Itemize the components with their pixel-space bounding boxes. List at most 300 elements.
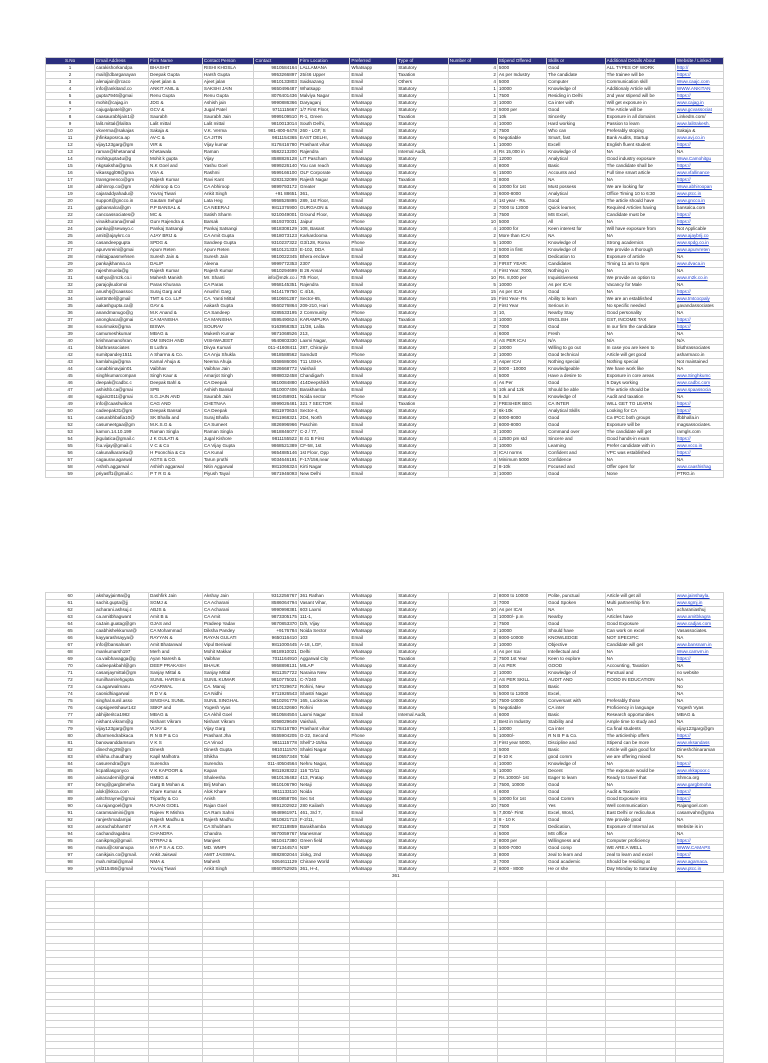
table-cell[interactable]: 2	[448, 782, 497, 789]
table-cell[interactable]: Statutory	[397, 471, 449, 478]
empty-cell[interactable]	[298, 895, 350, 902]
empty-cell[interactable]	[675, 993, 723, 1000]
table-cell[interactable]: Bank Audits, Startup	[605, 135, 675, 142]
table-cell[interactable]: bansalca.com	[675, 205, 723, 212]
table-cell[interactable]: Taxation	[397, 72, 449, 79]
table-cell[interactable]: 7000 to 12000	[497, 205, 546, 212]
table-cell[interactable]: Statutory	[397, 677, 449, 684]
empty-cell[interactable]	[350, 881, 397, 888]
table-cell[interactable]: 2nd year stipend will be	[605, 93, 675, 100]
empty-cell[interactable]	[675, 1021, 723, 1028]
table-cell[interactable]: 9871068526	[254, 331, 298, 338]
table-cell[interactable]: Yogesh Vyas	[202, 705, 254, 712]
empty-cell[interactable]	[675, 902, 723, 909]
table-cell[interactable]: Nearby Stay	[547, 310, 606, 317]
table-cell[interactable]: Fresh	[547, 331, 606, 338]
table-cell[interactable]: 13	[46, 149, 95, 156]
table-cell[interactable]: Vasassociates.	[675, 628, 723, 635]
table-cell[interactable]: 9810132660	[254, 705, 298, 712]
table-cell[interactable]: 9163958353	[254, 324, 298, 331]
table-cell[interactable]: 2	[448, 352, 497, 359]
table-cell[interactable]: 9264611129	[254, 859, 298, 866]
table-cell[interactable]: https://	[675, 93, 723, 100]
empty-cell[interactable]	[149, 1014, 203, 1021]
table-cell[interactable]: ca.vaibhavagga@g	[95, 656, 149, 663]
table-cell[interactable]: Surendra	[202, 761, 254, 768]
table-cell[interactable]: NA	[605, 607, 675, 614]
table-cell[interactable]: P T R G &	[149, 471, 203, 478]
table-cell[interactable]: Good industry exposure	[605, 156, 675, 163]
table-cell[interactable]: 9810133803	[254, 79, 298, 86]
table-cell[interactable]: 1	[448, 726, 497, 733]
table-cell[interactable]: NA	[605, 457, 675, 464]
table-cell[interactable]: caasaurabhjain1@	[95, 114, 149, 121]
table-cell[interactable]: NA	[675, 754, 723, 761]
table-cell[interactable]: https://	[675, 408, 723, 415]
table-cell[interactable]: gupta7946@gmai	[95, 93, 149, 100]
table-cell[interactable]: NA	[675, 719, 723, 726]
column-header[interactable]: Firm Location	[298, 58, 350, 65]
empty-cell[interactable]	[448, 958, 497, 965]
table-cell[interactable]: https://	[675, 796, 723, 803]
table-cell[interactable]: Preferably stoping	[605, 128, 675, 135]
table-cell[interactable]: Whatsapp	[350, 796, 397, 803]
table-cell[interactable]: Lalit mittal	[149, 121, 203, 128]
table-cell[interactable]: CA Akhil Goel	[202, 712, 254, 719]
empty-cell[interactable]	[298, 1056, 350, 1063]
table-cell[interactable]: Taxation	[397, 177, 449, 184]
table-cell[interactable]: https://	[675, 72, 723, 79]
table-cell[interactable]: https://	[675, 401, 723, 408]
empty-cell[interactable]	[46, 895, 95, 902]
empty-cell[interactable]	[46, 986, 95, 993]
table-cell[interactable]: Ajeet jalan	[202, 79, 254, 86]
table-cell[interactable]: Whatsapp	[350, 100, 397, 107]
table-cell[interactable]: F-2/11,	[298, 817, 350, 824]
table-cell[interactable]: NA	[605, 331, 675, 338]
empty-cell[interactable]	[605, 1021, 675, 1028]
empty-cell[interactable]	[605, 951, 675, 958]
empty-cell[interactable]	[448, 993, 497, 1000]
table-cell[interactable]: Statutory	[397, 345, 449, 352]
table-cell[interactable]: 9210049001	[254, 212, 298, 219]
table-cell[interactable]: Statutory	[397, 212, 449, 219]
empty-cell[interactable]	[95, 902, 149, 909]
empty-cell[interactable]	[605, 944, 675, 951]
empty-cell[interactable]	[350, 888, 397, 895]
table-cell[interactable]: Statutory	[397, 817, 449, 824]
table-cell[interactable]: ysl315456@gmail	[95, 866, 149, 873]
empty-cell[interactable]	[397, 958, 449, 965]
table-cell[interactable]: Whatsapp	[350, 866, 397, 873]
table-cell[interactable]: alenajain@rcaco	[95, 79, 149, 86]
empty-cell[interactable]	[448, 881, 497, 888]
table-cell[interactable]: Good hands-in exam	[605, 436, 675, 443]
table-cell[interactable]: https://	[675, 733, 723, 740]
table-cell[interactable]: Internal Audit,	[397, 149, 449, 156]
table-cell[interactable]: CA Nidhi	[202, 691, 254, 698]
table-cell[interactable]: Good	[547, 289, 606, 296]
table-cell[interactable]: VSA &	[149, 170, 203, 177]
table-cell[interactable]: Whatsapp	[350, 205, 397, 212]
table-cell[interactable]: Mohit Makkar	[202, 649, 254, 656]
table-cell[interactable]: 10000	[497, 100, 546, 107]
empty-cell[interactable]	[675, 972, 723, 979]
table-cell[interactable]: Dedication,	[547, 824, 606, 831]
table-cell[interactable]: Garg B Mohan &	[149, 782, 203, 789]
table-cell[interactable]: Whatsapp	[350, 191, 397, 198]
table-cell[interactable]: 77	[46, 712, 95, 719]
table-cell[interactable]: NA	[605, 219, 675, 226]
table-cell[interactable]: F-17/156,near	[298, 457, 350, 464]
table-cell[interactable]: The exposure would be	[605, 768, 675, 775]
table-cell[interactable]: Laxmi Nagar	[298, 712, 350, 719]
table-cell[interactable]: AUDIT AND	[547, 677, 606, 684]
table-cell[interactable]: Www.abhiroopan	[675, 184, 723, 191]
empty-cell[interactable]	[202, 1021, 254, 1028]
table-cell[interactable]: 10000 for	[497, 226, 546, 233]
table-cell[interactable]: Exposure in core areas	[605, 373, 675, 380]
table-cell[interactable]: WWW.ANKITAN	[675, 86, 723, 93]
table-cell[interactable]: P.P BANSAL &	[149, 205, 203, 212]
table-cell[interactable]: NA	[675, 254, 723, 261]
table-cell[interactable]: 10000	[497, 761, 546, 768]
table-cell[interactable]: 74	[46, 691, 95, 698]
table-cell[interactable]: Statutory	[397, 464, 449, 471]
empty-cell[interactable]	[547, 937, 606, 944]
table-cell[interactable]: Shakti Nagar	[298, 747, 350, 754]
table-cell[interactable]: https://	[675, 436, 723, 443]
table-cell[interactable]: gpbansalca@gm	[95, 205, 149, 212]
table-cell[interactable]: 48	[46, 394, 95, 401]
table-cell[interactable]: pankajkhanna.ca	[95, 261, 149, 268]
empty-cell[interactable]	[448, 895, 497, 902]
table-cell[interactable]: 4	[448, 436, 497, 443]
empty-cell[interactable]	[605, 986, 675, 993]
table-cell[interactable]: Well communication	[605, 803, 675, 810]
table-cell[interactable]: https://	[675, 324, 723, 331]
table-cell[interactable]: Article will gain good for	[605, 747, 675, 754]
table-cell[interactable]: 97	[46, 852, 95, 859]
empty-cell[interactable]	[448, 888, 497, 895]
table-cell[interactable]: Lata Heg	[202, 198, 254, 205]
table-cell[interactable]: Email	[350, 282, 397, 289]
table-cell[interactable]: cancoassociates@	[95, 212, 149, 219]
empty-cell[interactable]	[202, 923, 254, 930]
table-cell[interactable]: 7500	[497, 803, 546, 810]
table-cell[interactable]: 2	[448, 719, 497, 726]
table-cell[interactable]: SBKP and	[149, 705, 203, 712]
empty-cell[interactable]	[448, 916, 497, 923]
empty-cell[interactable]	[95, 909, 149, 916]
table-cell[interactable]: 8-10 K	[497, 754, 546, 761]
empty-cell[interactable]	[95, 1056, 149, 1063]
table-cell[interactable]: Looking for CA	[605, 408, 675, 415]
table-cell[interactable]: nkgsaksha@gma	[95, 163, 149, 170]
table-cell[interactable]: 4	[448, 163, 497, 170]
table-cell[interactable]: Rajangoel.com	[675, 803, 723, 810]
table-cell[interactable]: sunilhamirehgupta	[95, 677, 149, 684]
table-cell[interactable]: no website	[675, 670, 723, 677]
table-cell[interactable]: NA	[675, 394, 723, 401]
empty-cell[interactable]	[448, 1014, 497, 1021]
table-cell[interactable]: 9910858706	[254, 796, 298, 803]
table-cell[interactable]: ainacademi@gmai	[95, 775, 149, 782]
table-cell[interactable]: www.cadbc.com	[675, 380, 723, 387]
table-cell[interactable]: Whatsapp	[350, 212, 397, 219]
table-cell[interactable]: 8999026481	[254, 401, 298, 408]
table-cell[interactable]: 25/46 Upper	[298, 72, 350, 79]
table-cell[interactable]: AJAY BRIJ &	[149, 233, 203, 240]
table-cell[interactable]: 2	[448, 464, 497, 471]
table-cell[interactable]: 90	[46, 803, 95, 810]
table-cell[interactable]: Good Exposure	[605, 621, 675, 628]
table-cell[interactable]: Rajendra	[298, 282, 350, 289]
empty-cell[interactable]	[397, 1042, 449, 1049]
table-cell[interactable]: 9818910021	[254, 649, 298, 656]
table-cell[interactable]: 361 Rathan	[298, 593, 350, 600]
table-cell[interactable]: AGTS & CO.	[149, 457, 203, 464]
table-cell[interactable]: 4	[448, 79, 497, 86]
empty-cell[interactable]	[350, 965, 397, 972]
table-cell[interactable]: Whatsapp	[350, 156, 397, 163]
table-cell[interactable]: C 4/16,	[298, 289, 350, 296]
table-cell[interactable]: cadeepakbahl@gm	[95, 663, 149, 670]
table-cell[interactable]: As per Industry	[497, 72, 546, 79]
table-cell[interactable]: Whatsapp	[350, 317, 397, 324]
table-cell[interactable]: ALL TYPES OF WORK	[605, 65, 675, 72]
table-cell[interactable]: https://	[675, 219, 723, 226]
table-cell[interactable]: 1lokg, 2nd	[298, 852, 350, 859]
table-cell[interactable]: Saurabh Jain	[202, 114, 254, 121]
table-cell[interactable]: NA	[547, 233, 606, 240]
empty-cell[interactable]	[254, 993, 298, 1000]
table-cell[interactable]: Statutory	[397, 733, 449, 740]
table-cell[interactable]: Saurabh	[149, 114, 203, 121]
table-cell[interactable]: V K S	[149, 740, 203, 747]
table-cell[interactable]: Amarjot Singh	[202, 373, 254, 380]
table-cell[interactable]: NA	[605, 268, 675, 275]
table-cell[interactable]: Conversant with	[547, 698, 606, 705]
empty-cell[interactable]	[46, 979, 95, 986]
table-cell[interactable]: CA Sandeep	[202, 310, 254, 317]
table-cell[interactable]: 260 - LGF, S	[298, 128, 350, 135]
table-cell[interactable]: CA Amit Gupta	[202, 233, 254, 240]
empty-cell[interactable]	[46, 965, 95, 972]
table-cell[interactable]: www.vkkapoor.c	[675, 768, 723, 775]
empty-cell[interactable]	[547, 951, 606, 958]
empty-cell[interactable]	[605, 972, 675, 979]
table-cell[interactable]: 3	[448, 310, 497, 317]
table-cell[interactable]: Piyush Tayal	[202, 471, 254, 478]
empty-cell[interactable]	[46, 937, 95, 944]
table-cell[interactable]: Email	[350, 712, 397, 719]
table-cell[interactable]: mkitajpaasmehsen	[95, 254, 149, 261]
empty-cell[interactable]	[46, 930, 95, 937]
table-cell[interactable]: GAV &	[149, 303, 203, 310]
table-cell[interactable]: Whatsapp	[350, 747, 397, 754]
table-cell[interactable]: cakunalkaranka@	[95, 450, 149, 457]
table-cell[interactable]: Statutory	[397, 719, 449, 726]
table-cell[interactable]: Additionaly Article will	[605, 86, 675, 93]
table-cell[interactable]: www.gncco.in	[675, 198, 723, 205]
table-cell[interactable]: 45	[46, 373, 95, 380]
table-cell[interactable]: 2	[448, 677, 497, 684]
table-cell[interactable]: Statutory	[397, 436, 449, 443]
empty-cell[interactable]	[547, 1021, 606, 1028]
column-header[interactable]: Stipend Offered	[497, 58, 546, 65]
table-cell[interactable]: www.gargbmoha	[675, 782, 723, 789]
table-cell[interactable]: 38	[46, 324, 95, 331]
table-cell[interactable]: 2	[448, 824, 497, 831]
table-cell[interactable]: First Year- Rs	[497, 296, 546, 303]
table-cell[interactable]: Article will get all	[605, 593, 675, 600]
table-cell[interactable]: NA	[675, 663, 723, 670]
table-cell[interactable]: Email	[350, 429, 397, 436]
table-cell[interactable]: Who can	[547, 128, 606, 135]
empty-cell[interactable]	[298, 958, 350, 965]
table-cell[interactable]: Statutory	[397, 621, 449, 628]
table-cell[interactable]: 9810136482	[254, 775, 298, 782]
table-cell[interactable]: Exposure of article	[605, 254, 675, 261]
table-cell[interactable]: 9811115778	[254, 740, 298, 747]
table-cell[interactable]: Statutory	[397, 628, 449, 635]
table-cell[interactable]: Statutory	[397, 845, 449, 852]
table-cell[interactable]: 10,	[497, 310, 546, 317]
table-cell[interactable]: 31	[46, 275, 95, 282]
table-cell[interactable]: English fluent student	[605, 142, 675, 149]
table-cell[interactable]: Full time smart article	[605, 170, 675, 177]
table-cell[interactable]: Whatsapp	[350, 691, 397, 698]
table-cell[interactable]: Kapil Malhotra	[149, 754, 203, 761]
table-cell[interactable]: Ready to travel that	[605, 775, 675, 782]
table-cell[interactable]: Jaipur	[298, 219, 350, 226]
table-cell[interactable]: Ankit Singh	[202, 191, 254, 198]
table-cell[interactable]: 10	[46, 128, 95, 135]
table-cell[interactable]: 4	[448, 789, 497, 796]
empty-cell[interactable]	[202, 1042, 254, 1049]
table-cell[interactable]: 6000	[497, 789, 546, 796]
table-cell[interactable]: gavandassociates	[675, 303, 723, 310]
empty-cell[interactable]	[448, 1042, 497, 1049]
empty-cell[interactable]	[397, 909, 449, 916]
empty-cell[interactable]	[95, 930, 149, 937]
table-cell[interactable]: 10000	[497, 726, 546, 733]
table-cell[interactable]: 79	[46, 726, 95, 733]
table-cell[interactable]: 5000-7000	[497, 845, 546, 852]
empty-cell[interactable]	[298, 1007, 350, 1014]
table-cell[interactable]: LIT Pascham	[298, 156, 350, 163]
table-cell[interactable]: Negotiable	[497, 135, 546, 142]
table-cell[interactable]: Whatsapp	[350, 296, 397, 303]
table-cell[interactable]: Yogesh Vyas	[675, 705, 723, 712]
table-cell[interactable]: Email	[350, 247, 397, 254]
table-cell[interactable]: Discipline and	[547, 740, 606, 747]
table-cell[interactable]: 94	[46, 831, 95, 838]
table-cell[interactable]: 95	[46, 838, 95, 845]
empty-cell[interactable]	[149, 916, 203, 923]
table-cell[interactable]: 9058029649	[254, 719, 298, 726]
table-cell[interactable]: Exposure in all domains	[605, 114, 675, 121]
empty-cell[interactable]	[397, 937, 449, 944]
table-cell[interactable]: 4	[448, 380, 497, 387]
table-cell[interactable]: 3	[448, 177, 497, 184]
table-cell[interactable]: Good	[547, 471, 606, 478]
table-cell[interactable]: 9717029672	[254, 684, 298, 691]
table-cell[interactable]: CA Paras	[202, 282, 254, 289]
empty-cell[interactable]	[149, 951, 203, 958]
table-cell[interactable]: 10000	[497, 282, 546, 289]
table-cell[interactable]: 9711115667	[254, 107, 298, 114]
table-cell[interactable]: Paras Khurana	[149, 282, 203, 289]
table-cell[interactable]: Communication skill	[605, 79, 675, 86]
table-cell[interactable]: Excel,	[547, 691, 606, 698]
table-cell[interactable]: 9810291779	[254, 698, 298, 705]
table-cell[interactable]: www.vcco.in	[675, 443, 723, 450]
table-cell[interactable]: 8000	[497, 254, 546, 261]
table-cell[interactable]: Statutory	[397, 726, 449, 733]
empty-cell[interactable]	[149, 923, 203, 930]
empty-cell[interactable]	[46, 916, 95, 923]
empty-cell[interactable]	[448, 1049, 497, 1056]
table-cell[interactable]: 65	[46, 628, 95, 635]
table-cell[interactable]: Rs 15,000 in	[497, 149, 546, 156]
table-cell[interactable]: Polite, punctual	[547, 593, 606, 600]
table-cell[interactable]: Email	[350, 79, 397, 86]
table-cell[interactable]: lalit.mittal@lalitra	[95, 121, 149, 128]
table-cell[interactable]: 69	[46, 656, 95, 663]
table-cell[interactable]: Ankit Singh	[202, 866, 254, 873]
table-cell[interactable]: Stability and	[547, 719, 606, 726]
table-cell[interactable]: Rajesh Kumar	[202, 268, 254, 275]
empty-cell[interactable]	[497, 888, 546, 895]
table-cell[interactable]: Kamal Ahuja &	[149, 359, 203, 366]
table-cell[interactable]: 2	[448, 866, 497, 873]
empty-cell[interactable]	[397, 1000, 449, 1007]
table-cell[interactable]: 70	[46, 663, 95, 670]
table-cell[interactable]: Multi partnership firm	[605, 600, 675, 607]
table-cell[interactable]: 4	[448, 149, 497, 156]
empty-cell[interactable]	[202, 902, 254, 909]
table-cell[interactable]: Suraj Garg and	[149, 289, 203, 296]
table-cell[interactable]: 2D4, North	[298, 415, 350, 422]
table-cell[interactable]: 5	[448, 705, 497, 712]
table-cell[interactable]: Statutory	[397, 775, 449, 782]
table-cell[interactable]: Gautam Sehgal	[149, 198, 203, 205]
empty-cell[interactable]	[675, 888, 723, 895]
table-cell[interactable]: 11/38, Lalita	[298, 324, 350, 331]
empty-cell[interactable]	[149, 993, 203, 1000]
table-cell[interactable]: Ca inter with	[547, 100, 606, 107]
table-cell[interactable]: canabhinavjain01	[95, 366, 149, 373]
table-cell[interactable]: Vaishali	[298, 366, 350, 373]
table-cell[interactable]: Rs. 8,000 per	[497, 275, 546, 282]
table-cell[interactable]: Ashish aggarwal	[149, 464, 203, 471]
table-cell[interactable]: 011-41608411	[254, 345, 298, 352]
table-cell[interactable]: 35	[46, 303, 95, 310]
table-cell[interactable]: 9811155522	[254, 436, 298, 443]
table-cell[interactable]: Prefer candidate with in	[605, 443, 675, 450]
table-cell[interactable]: Statutory	[397, 86, 449, 93]
table-cell[interactable]: Candidate must be	[605, 212, 675, 219]
empty-cell[interactable]	[350, 1014, 397, 1021]
empty-cell[interactable]	[547, 881, 606, 888]
empty-cell[interactable]	[497, 979, 546, 986]
table-cell[interactable]: 3	[448, 852, 497, 859]
table-cell[interactable]: Sector-4,	[298, 408, 350, 415]
empty-cell[interactable]	[547, 944, 606, 951]
table-cell[interactable]: Statutory	[397, 254, 449, 261]
